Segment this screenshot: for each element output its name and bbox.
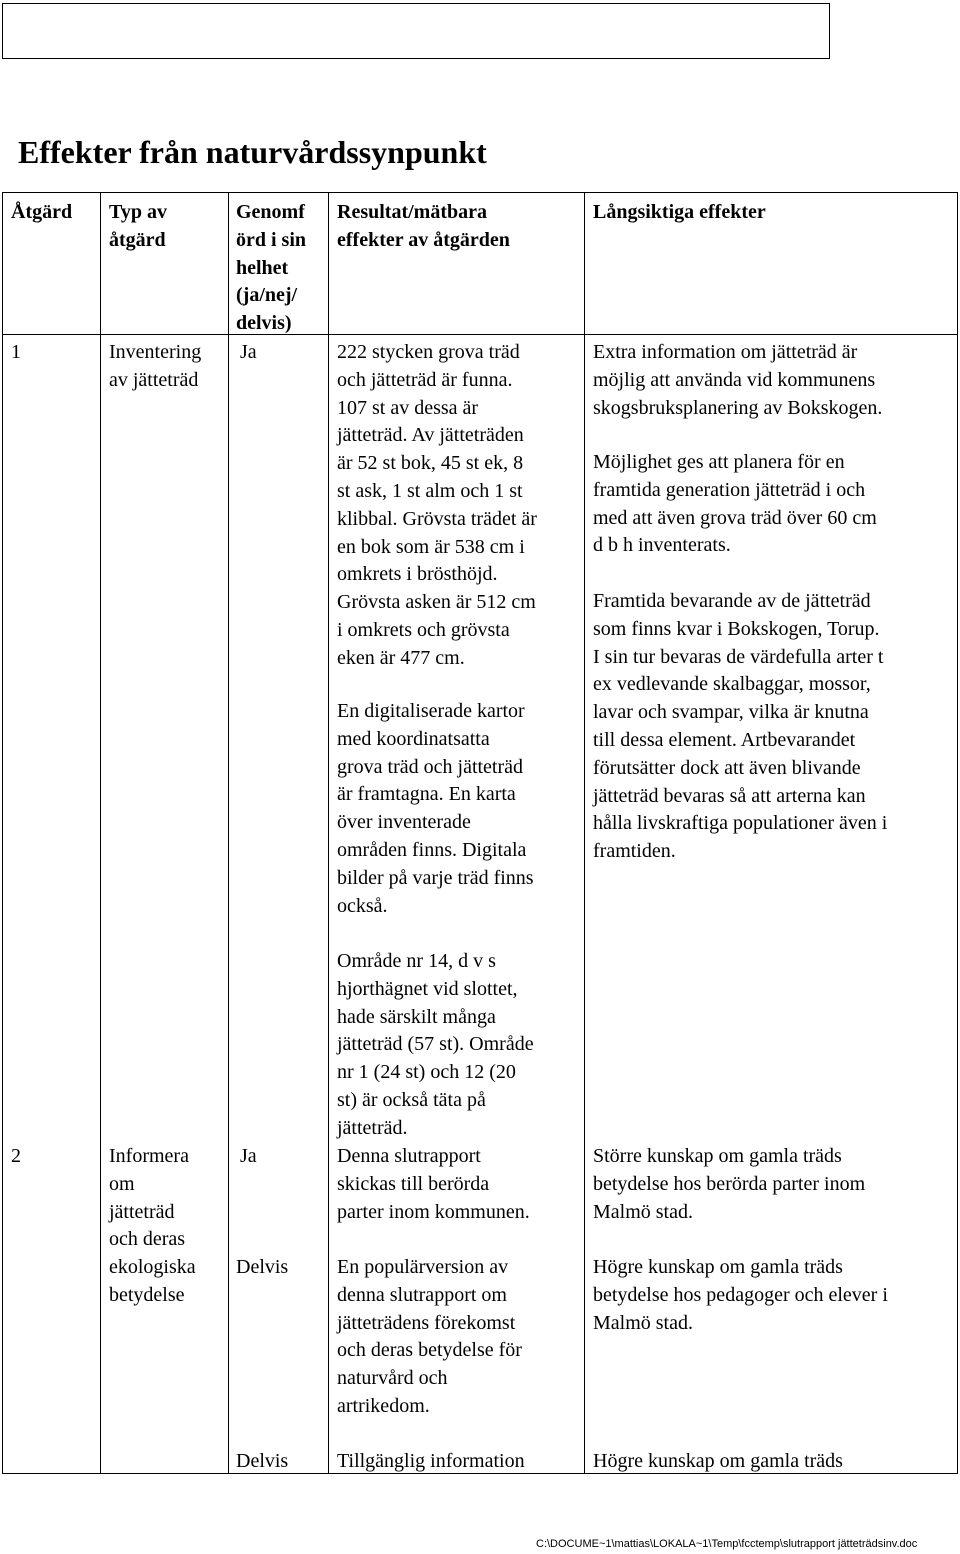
row-divider [2,334,958,335]
row1-langsiktiga-p2: Möjlighet ges att planera för en framtida generation jätteträd i och med att även grova träd över 60 cm d b h inventerats. [593,451,877,557]
row1-typ: Inventering av jätteträd [109,341,202,391]
row1-resultat-p1: 222 stycken grova träd och jätteträd är funna. 107 st av dessa är jätteträd. Av jätteträden är 52 st bok, 45 st ek, 8 st ask, 1 st alm och 1 st klibbal. Grövsta trädet är en bok som är 538 cm i omkrets i brösthöjd. Grövsta asken är 512 cm i omkrets och grövsta eken är 477 cm. [337,341,537,669]
row2-resultat-2: En populärversion av denna slutrapport om jätteträdens förekomst och deras betydelse för naturvård och artrikedom. [337,1256,522,1417]
row1-genomford: Ja [240,341,257,363]
column-divider [228,192,229,1474]
page-title: Effekter från naturvårdssynpunkt [18,134,487,170]
header-atgard: Åtgärd [11,201,73,223]
row1-langsiktiga-p1: Extra information om jätteträd är möjlig att använda vid kommunens skogsbruksplanering av Bokskogen. [593,341,883,419]
row2-number: 2 [11,1145,21,1167]
column-divider [584,192,585,1474]
row1-number: 1 [11,341,21,363]
header-box [2,3,830,59]
row2-typ: Informera om jätteträd och deras ekologiska betydelse [109,1145,196,1306]
header-langsiktiga: Långsiktiga effekter [593,201,766,223]
column-divider [328,192,329,1474]
row2-langsiktiga-3: Högre kunskap om gamla träds [593,1450,843,1472]
row2-langsiktiga-2: Högre kunskap om gamla träds betydelse hos pedagoger och elever i Malmö stad. [593,1256,888,1334]
column-divider [100,192,101,1474]
row2-genomford-2: Delvis [236,1256,289,1278]
row1-resultat-p3: Område nr 14, d v s hjorthägnet vid slottet, hade särskilt många jätteträd (57 st). Område nr 1 (24 st) och 12 (20 st) är också täta på jätteträd. [337,950,534,1139]
row2-genomford-1: Ja [240,1145,257,1167]
header-resultat: Resultat/mätbara effekter av åtgärden [337,201,510,251]
row1-langsiktiga-p3: Framtida bevarande av de jätteträd som finns kvar i Bokskogen, Torup. I sin tur bevaras de värdefulla arter t ex vedlevande skalbaggar, mossor, lavar och svampar, vilka är knutna till dessa element. Artbevarandet förutsätter dock att även blivande jätteträd bevaras så att arterna kan hålla livskraftiga populationer även i framtiden. [593,590,888,863]
header-typ: Typ av åtgärd [109,201,167,251]
row2-resultat-3: Tillgänglig information [337,1450,525,1472]
row2-langsiktiga-1: Större kunskap om gamla träds betydelse hos berörda parter inom Malmö stad. [593,1145,866,1223]
row2-resultat-1: Denna slutrapport skickas till berörda parter inom kommunen. [337,1145,530,1223]
row1-resultat-p2: En digitaliserade kartor med koordinatsatta grova träd och jätteträd är framtagna. En karta över inventerade områden finns. Digitala bilder på varje träd finns också. [337,700,534,917]
row2-genomford-3: Delvis [236,1450,289,1472]
header-genomford: Genomf örd i sin helhet (ja/nej/ delvis) [236,201,307,335]
footer-file-path: C:\DOCUME~1\mattias\LOKALA~1\Temp\fcctemp\slutrapport jätteträdsinv.doc [536,1538,918,1550]
